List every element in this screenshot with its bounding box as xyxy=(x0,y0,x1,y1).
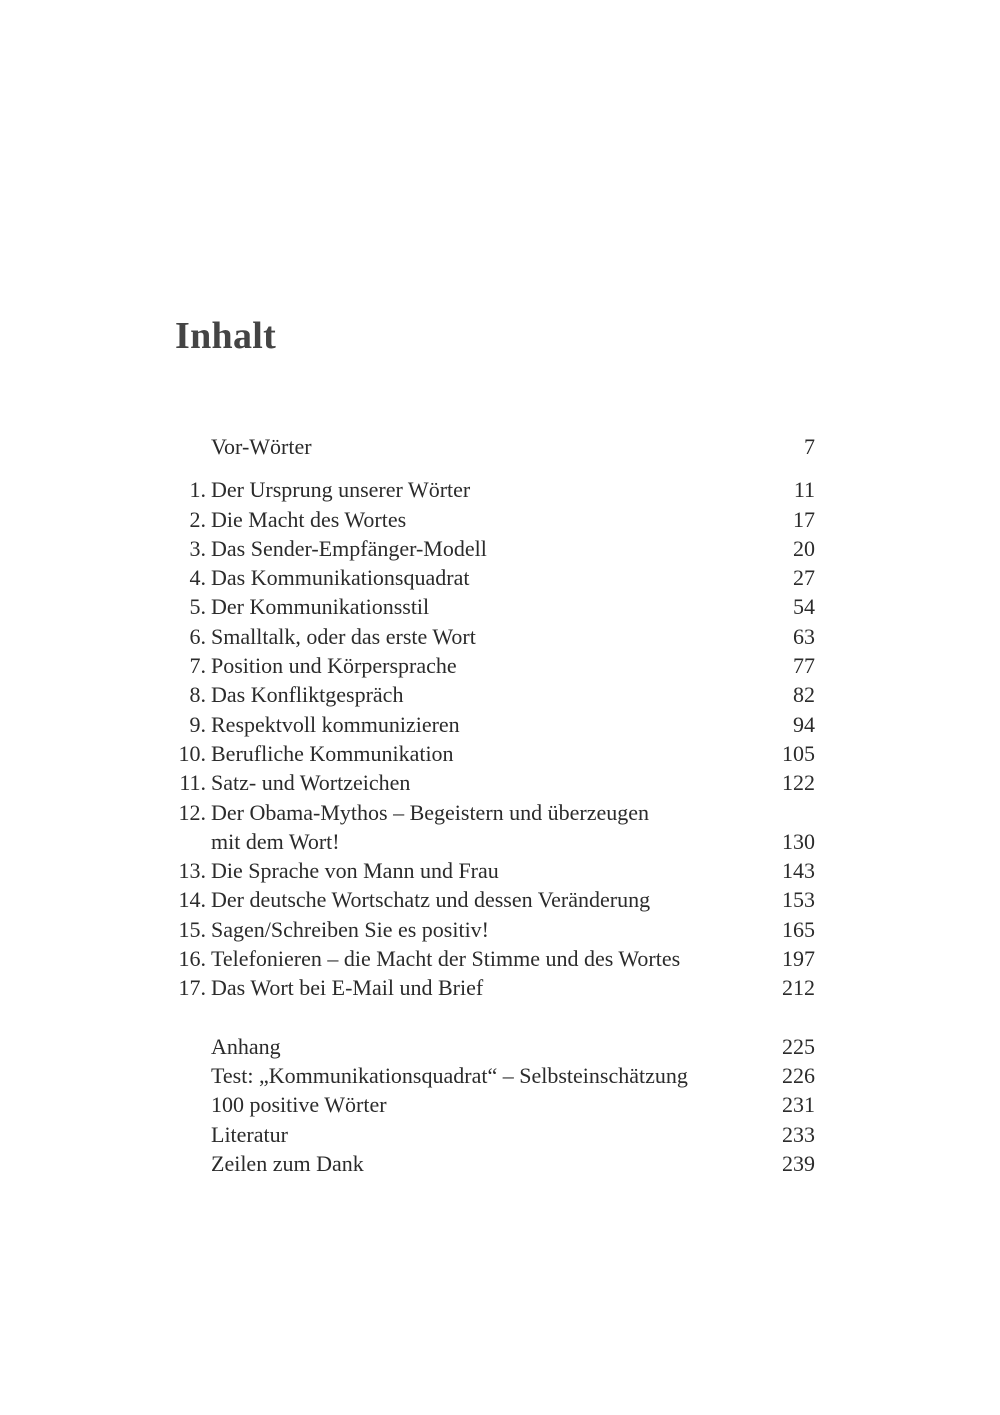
toc-entry-label-continued: mit dem Wort! xyxy=(211,828,340,854)
toc-entry-label: Das Sender-Empfänger-Modell xyxy=(211,535,487,561)
toc-entry-page: 225 xyxy=(782,1033,815,1059)
toc-entry-label-wrap xyxy=(211,856,735,885)
toc-entry-number: 6. xyxy=(189,623,206,649)
toc-entry-page: 82 xyxy=(793,682,815,708)
toc-entry xyxy=(170,798,815,857)
toc-entry-page: 7 xyxy=(804,434,815,459)
toc-entry-label: Sagen/Schreiben Sie es positiv! xyxy=(211,916,490,942)
toc-entry-label-wrap xyxy=(211,1149,735,1178)
toc-entry-label: Satz- und Wortzeichen xyxy=(211,770,411,796)
toc-entry xyxy=(170,1032,815,1061)
toc-entry-label-wrap xyxy=(211,944,735,973)
toc-entry-number: 14. xyxy=(178,887,206,913)
toc-entry-number: 3. xyxy=(189,535,206,561)
toc-entry-page: 94 xyxy=(793,711,815,737)
toc-entry-page: 212 xyxy=(782,975,815,1001)
toc-entry-label-wrap xyxy=(211,973,735,1002)
toc-entry-label: Vor-Wörter xyxy=(211,434,312,459)
toc-entry-page: 105 xyxy=(782,740,815,766)
toc-entry xyxy=(170,1149,815,1178)
toc-entry xyxy=(170,973,815,1002)
toc-entry-preface xyxy=(170,432,815,461)
toc-entry-number: 17. xyxy=(178,975,206,1001)
toc-entry-label-wrap xyxy=(211,915,735,944)
toc-entry-number: 12. xyxy=(178,799,206,825)
toc-entry-number: 1. xyxy=(189,477,206,503)
page-title: Inhalt xyxy=(175,315,277,357)
toc-entry xyxy=(170,739,815,768)
toc-entry-number: 11. xyxy=(179,770,206,796)
toc-entry-page: 130 xyxy=(782,828,815,854)
toc-entry xyxy=(170,592,815,621)
toc-entry-label-wrap xyxy=(211,1120,735,1149)
toc-entry-label: Das Wort bei E-Mail und Brief xyxy=(211,975,484,1001)
toc-entry-page: 197 xyxy=(782,946,815,972)
toc-entry-label: Telefonieren – die Macht der Stimme und des Wortes xyxy=(211,946,681,972)
toc-entry-label-wrap xyxy=(211,563,735,592)
toc-entry-label-wrap xyxy=(211,1061,735,1090)
toc-entry-number: 7. xyxy=(189,653,206,679)
toc-entry-page: 77 xyxy=(793,653,815,679)
toc-entry-page: 165 xyxy=(782,916,815,942)
toc-entry-label-wrap xyxy=(211,1090,735,1119)
toc-entry xyxy=(170,1061,815,1090)
toc-entry xyxy=(170,534,815,563)
toc-entry-page: 63 xyxy=(793,623,815,649)
toc-entry-label-wrap xyxy=(211,710,735,739)
toc-entry-number: 4. xyxy=(189,565,206,591)
toc-entry-page: 153 xyxy=(782,887,815,913)
toc-entry xyxy=(170,563,815,592)
toc-entry xyxy=(170,710,815,739)
toc-entry-page: 54 xyxy=(793,594,815,620)
toc-entry-label: Die Sprache von Mann und Frau xyxy=(211,858,499,884)
toc-entry-label: Anhang xyxy=(211,1033,281,1059)
toc-entry-page: 11 xyxy=(793,477,815,503)
toc-entry xyxy=(170,475,815,504)
toc-entry xyxy=(170,944,815,973)
toc-entry-page: 122 xyxy=(782,770,815,796)
toc-entry xyxy=(170,680,815,709)
toc-entry-label: Respektvoll kommunizieren xyxy=(211,711,460,737)
toc-entry-label-wrap xyxy=(211,885,735,914)
toc-entry-number: 9. xyxy=(189,711,206,737)
toc-entry-label-wrap xyxy=(211,592,735,621)
toc-entry-label: Test: „Kommunikationsquadrat“ – Selbsteinschätzung xyxy=(211,1062,688,1088)
toc-entry xyxy=(170,768,815,797)
toc-entry-label: Das Konfliktgespräch xyxy=(211,682,404,708)
toc-entry xyxy=(170,915,815,944)
toc-entry-label-wrap xyxy=(211,534,735,563)
toc-entry-label-wrap xyxy=(211,798,735,857)
toc-entry-number: 15. xyxy=(178,916,206,942)
toc-entry-label-wrap xyxy=(211,651,735,680)
toc-entry-label-wrap xyxy=(211,505,735,534)
toc-entry-page: 231 xyxy=(782,1092,815,1118)
toc-entry-label: Der Ursprung unserer Wörter xyxy=(211,477,471,503)
toc-entry xyxy=(170,856,815,885)
toc-entry xyxy=(170,1120,815,1149)
toc-entry-label: Zeilen zum Dank xyxy=(211,1150,364,1176)
toc-entry-label: Berufliche Kommunikation xyxy=(211,740,454,766)
toc-entry-label-wrap xyxy=(211,739,735,768)
toc-entry-number: 10. xyxy=(178,740,206,766)
toc-entry-label: Der Obama-Mythos – Begeistern und überzeugen xyxy=(211,799,650,825)
toc-entry-label: Der Kommunikationsstil xyxy=(211,594,430,620)
toc-entry-label: Die Macht des Wortes xyxy=(211,506,407,532)
toc-entry-page: 27 xyxy=(793,565,815,591)
toc-entry-number: 13. xyxy=(178,858,206,884)
toc-entry-label: Position und Körpersprache xyxy=(211,653,457,679)
toc-entry xyxy=(170,885,815,914)
toc-entry-number: 8. xyxy=(189,682,206,708)
toc-entry-label: Der deutsche Wortschatz und dessen Veränderung xyxy=(211,887,651,913)
toc-entry xyxy=(170,505,815,534)
toc-entry-label-wrap xyxy=(211,1032,735,1061)
toc-entry-label-wrap xyxy=(211,475,735,504)
toc-entry-page: 20 xyxy=(793,535,815,561)
toc-entry-page: 233 xyxy=(782,1121,815,1147)
toc-entry xyxy=(170,622,815,651)
toc-entry-number: 16. xyxy=(178,946,206,972)
table-of-contents xyxy=(170,432,815,1178)
toc-entry-label: 100 positive Wörter xyxy=(211,1092,387,1118)
toc-entry-page: 143 xyxy=(782,858,815,884)
toc-entry-number: 2. xyxy=(189,506,206,532)
toc-entry xyxy=(170,1090,815,1119)
toc-entry-label-wrap xyxy=(211,680,735,709)
toc-entry-label-wrap xyxy=(211,768,735,797)
toc-entry-label-wrap xyxy=(211,622,735,651)
toc-appendix xyxy=(170,1032,815,1178)
toc-entry-page: 239 xyxy=(782,1150,815,1176)
toc-entry xyxy=(170,651,815,680)
toc-entry-label: Das Kommunikationsquadrat xyxy=(211,565,470,591)
toc-entry-number: 5. xyxy=(189,594,206,620)
toc-entry-page: 17 xyxy=(793,506,815,532)
toc-entry-label: Smalltalk, oder das erste Wort xyxy=(211,623,476,649)
toc-entry-label: Literatur xyxy=(211,1121,288,1147)
toc-chapters xyxy=(170,475,815,1002)
toc-entry-page: 226 xyxy=(782,1062,815,1088)
